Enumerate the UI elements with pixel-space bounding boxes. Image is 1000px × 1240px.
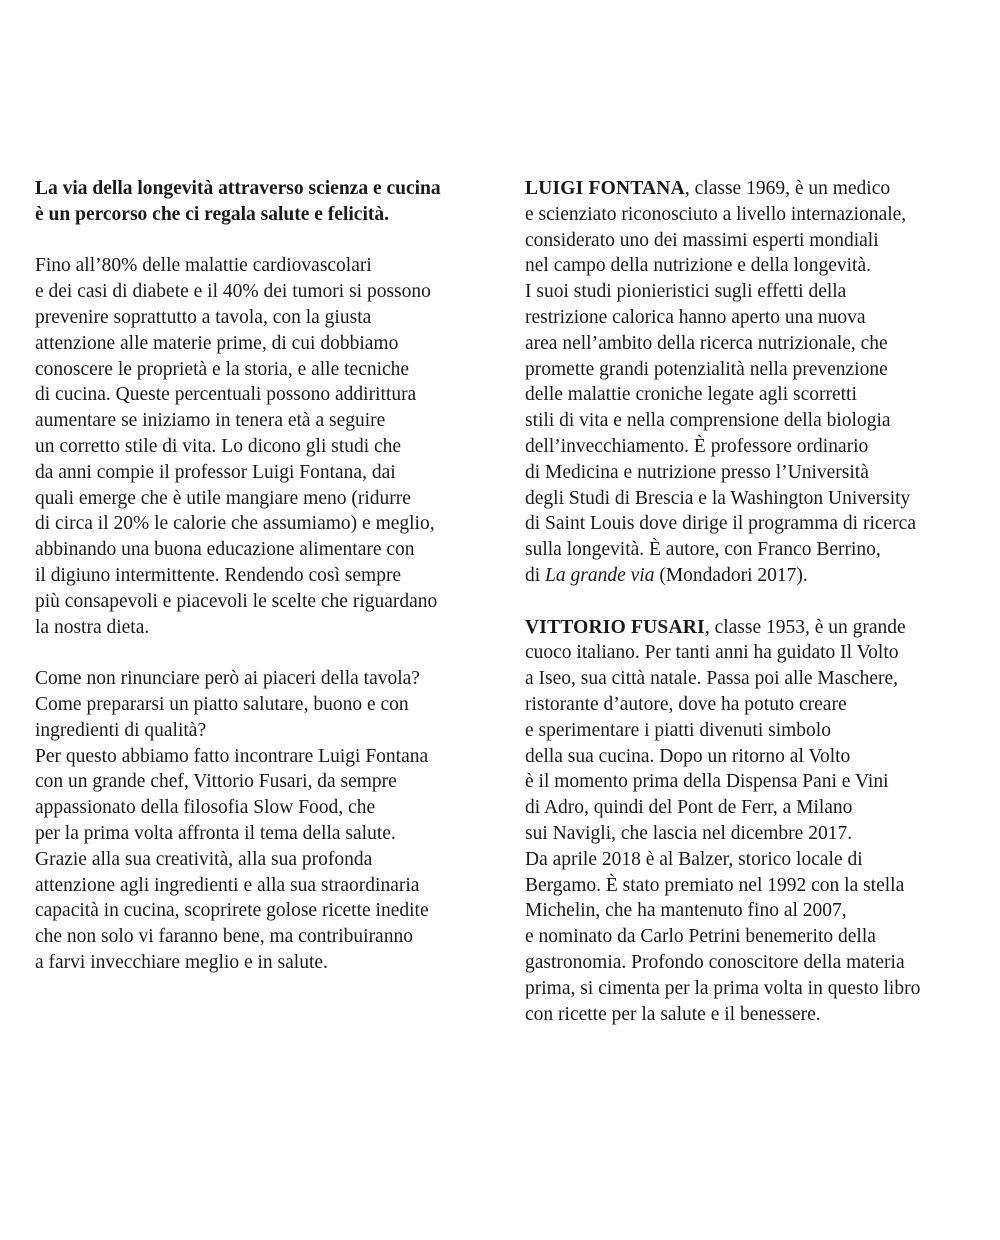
bio-fusari-line: è il momento prima della Dispensa Pani e Vini	[525, 771, 889, 793]
bio-fusari-line: cuoco italiano. Per tanti anni ha guidato Il Volto	[525, 642, 899, 664]
paragraph-2-line: Per questo abbiamo fatto incontrare Luigi Fontana	[35, 745, 429, 767]
paragraph-2-line: Come prepararsi un piatto salutare, buono e con	[35, 693, 409, 715]
bio-fusari-line: Da aprile 2018 è al Balzer, storico locale di	[525, 848, 863, 870]
bio-fontana-line: dell’invecchiamento. È professore ordinario	[525, 435, 869, 457]
paragraph-1-line: un corretto stile di vita. Lo dicono gli studi che	[35, 435, 402, 457]
bio-fusari	[525, 615, 975, 1028]
bio-fusari-line: ristorante d’autore, dove ha potuto creare	[525, 693, 847, 715]
bio-fontana-line: di Saint Louis dove dirige il programma di ricerca	[525, 513, 916, 535]
paragraph-2-line: ingredienti di qualità?	[35, 719, 207, 741]
bio-fontana-line: restrizione calorica hanno aperto una nuova	[525, 306, 866, 328]
intro-line: La via della longevità attraverso scienza e cucina	[35, 178, 441, 199]
bio-fontana-line: sulla longevità. È autore, con Franco Berrino,	[525, 539, 881, 561]
paragraph-1-line: aumentare se iniziamo in tenera età a seguire	[35, 410, 386, 432]
paragraph-2-line: attenzione agli ingredienti e alla sua straordinaria	[35, 874, 420, 896]
intro-line: è un percorso che ci regala salute e felicità.	[35, 203, 389, 225]
paragraph-2-line: Come non rinunciare però ai piaceri della tavola?	[35, 668, 420, 690]
author-name-fusari: VITTORIO FUSARI	[525, 616, 705, 638]
right-column	[525, 176, 975, 1053]
paragraph-1-line: di circa il 20% le calorie che assumiamo) e meglio,	[35, 513, 435, 535]
bio-fontana-line: stili di vita e nella comprensione della biologia	[525, 410, 891, 432]
paragraph-1-line: abbinando una buona educazione alimentare con	[35, 539, 415, 561]
bio-fusari-line: e sperimentare i piatti divenuti simbolo	[525, 719, 831, 741]
bio-fontana-line: promette grandi potenzialità nella prevenzione	[525, 358, 888, 380]
paragraph-1-line: il digiuno intermittente. Rendendo così sempre	[35, 564, 402, 586]
intro-paragraph	[35, 176, 485, 228]
paragraph-1-line: più consapevoli e piacevoli le scelte che riguardano	[35, 590, 438, 612]
paragraph-1-line: quali emerge che è utile mangiare meno (ridurre	[35, 487, 411, 509]
bio-fusari-line: prima, si cimenta per la prima volta in questo libro	[525, 977, 921, 999]
paragraph-2-line: capacità in cucina, scoprirete golose ricette inedite	[35, 900, 429, 922]
paragraph-1-line: attenzione alle materie prime, di cui dobbiamo	[35, 332, 399, 354]
paragraph-1-line: la nostra dieta.	[35, 616, 150, 638]
paragraph-1-line: e dei casi di diabete e il 40% dei tumori si possono	[35, 281, 431, 303]
bio-fusari-line: della sua cucina. Dopo un ritorno al Volto	[525, 745, 851, 767]
bio-fontana-line: nel campo della nutrizione e della longevità.	[525, 255, 871, 277]
paragraph-1-line: da anni compie il professor Luigi Fontana, dai	[35, 461, 396, 483]
bio-fontana-line: di Medicina e nutrizione presso l’Università	[525, 461, 869, 483]
paragraph-1-line: conoscere le proprietà e la storia, e alle tecniche	[35, 358, 410, 380]
bio-fusari-first-line: VITTORIO FUSARI, classe 1953, è un grande	[525, 616, 906, 638]
bio-fusari-line: e nominato da Carlo Petrini benemerito della	[525, 926, 876, 948]
paragraph-1-line: di cucina. Queste percentuali possono addirittura	[35, 384, 417, 406]
bio-fusari-line: gastronomia. Profondo conoscitore della materia	[525, 951, 905, 973]
paragraph-2-line: con un grande chef, Vittorio Fusari, da sempre	[35, 771, 397, 793]
bio-fusari-line: Bergamo. È stato premiato nel 1992 con la stella	[525, 874, 905, 896]
left-column	[35, 176, 485, 1002]
body-paragraph-1	[35, 253, 485, 640]
paragraph-1-line: prevenire soprattutto a tavola, con la giusta	[35, 306, 372, 328]
paragraph-2-line: a farvi invecchiare meglio e in salute.	[35, 951, 328, 973]
paragraph-2-line: che non solo vi faranno bene, ma contribuiranno	[35, 926, 413, 948]
bio-fusari-line: a Iseo, sua città natale. Passa poi alle Maschere,	[525, 668, 899, 690]
bio-fontana-line: area nell’ambito della ricerca nutrizionale, che	[525, 332, 888, 354]
bio-fontana-last-line: di La grande via (Mondadori 2017).	[525, 564, 808, 586]
bio-fontana-line: I suoi studi pionieristici sugli effetti della	[525, 281, 847, 303]
bio-fusari-line: sui Navigli, che lascia nel dicembre 2017.	[525, 822, 853, 844]
body-paragraph-2	[35, 666, 485, 976]
bio-fusari-line: con ricette per la salute e il benessere.	[525, 1003, 821, 1025]
paragraph-1-line: Fino all’80% delle malattie cardiovascolari	[35, 255, 372, 277]
author-name-fontana: LUIGI FONTANA	[525, 178, 685, 199]
bio-fusari-line: Michelin, che ha mantenuto fino al 2007,	[525, 900, 847, 922]
bio-fontana-line: considerato uno dei massimi esperti mondiali	[525, 229, 879, 251]
paragraph-2-line: per la prima volta affronta il tema della salute.	[35, 822, 396, 844]
bio-fontana-first-line: LUIGI FONTANA, classe 1969, è un medico	[525, 178, 891, 199]
bio-fontana-line: degli Studi di Brescia e la Washington University	[525, 487, 911, 509]
paragraph-2-line: appassionato della filosofia Slow Food, che	[35, 797, 376, 819]
paragraph-2-line: Grazie alla sua creatività, alla sua profonda	[35, 848, 373, 870]
bio-fusari-line: di Adro, quindi del Pont de Ferr, a Milano	[525, 797, 853, 819]
bio-fontana	[525, 176, 975, 589]
bio-fontana-line: delle malattie croniche legate agli scorretti	[525, 384, 857, 406]
book-title: La grande via	[545, 564, 655, 586]
bio-fontana-line: e scienziato riconosciuto a livello internazionale,	[525, 203, 907, 225]
